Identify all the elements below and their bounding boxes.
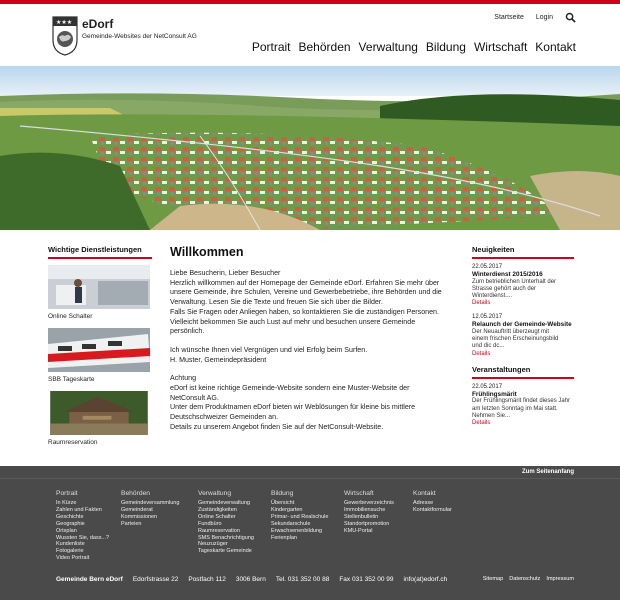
footer-col-bildung [271,490,328,541]
footer-link[interactable]: Kundenliste [56,541,85,548]
footer-col-heading[interactable]: Kontakt [413,490,436,497]
event-details-link[interactable]: Details [472,420,491,427]
event-teaser: Der Frühlingsmärit findet dieses Jahr am letzten Sonntag im Mai statt. Nehmen Sie... [472,398,571,419]
event-headline[interactable]: Frühlingsmärit [472,390,517,398]
footer-link[interactable]: Ortsplan [56,527,77,534]
main-nav [252,40,576,54]
address-box: Postfach 112 [188,576,226,583]
back-to-top-link[interactable]: Zum Seitenanfang [521,469,574,475]
sbb-train-image [48,328,150,372]
sitemap-link[interactable]: Sitemap [482,576,504,582]
footer-col-heading[interactable]: Verwaltung [198,490,232,497]
services-column [48,245,152,454]
footer-link[interactable]: Wussten Sie, dass...? [56,534,110,541]
impressum-link[interactable]: Impressum [546,576,574,582]
raumreservation-image [48,391,150,435]
footer-link[interactable]: Kommissionen [121,513,158,520]
footer-col-kontakt [413,490,452,514]
footer-link[interactable]: Kindergarten [271,506,303,513]
notice-paragraph: Achtung eDorf ist keine richtige Gemeinde-Website sondern eine Muster-Website der NetConsult AG. Unter dem Produktnamen eDorf bieten wir Weblösungen für kleine bis mittlere Deutschschweizer Gemeinden an. Details zu unserem Angebot finden Sie auf der NetConsult-Website. [170,374,416,431]
event-date: 22.05.2017 [472,383,503,390]
top-accent-bar [0,0,620,4]
news-headline[interactable]: Relaunch der Gemeinde-Website [472,321,572,329]
service-caption: SBB Tageskarte [48,376,95,383]
address-fax: Fax 031 352 00 99 [339,576,394,583]
login-link[interactable]: Login [535,14,553,21]
search-icon[interactable] [565,12,576,23]
footer-link[interactable]: Geschichte [56,513,84,520]
hero-village-image [0,66,620,230]
footer [0,466,620,600]
service-caption: Raumreservation [48,439,98,446]
footer-col-heading[interactable]: Behörden [121,490,151,497]
news-item [472,314,574,356]
footer-link[interactable]: Geographie [56,520,85,527]
address-tel: Tel. 031 352 00 88 [275,576,330,583]
nav-wirtschaft[interactable]: Wirtschaft [473,40,528,54]
news-headline[interactable]: Winterdienst 2015/2016 [472,271,543,278]
svg-text:★★★: ★★★ [56,19,73,26]
footer-link[interactable]: Übersicht [271,500,295,506]
footer-link[interactable]: Primar- und Realschule [271,513,329,520]
news-column [472,245,574,434]
news-date: 22.05.2017 [472,264,503,270]
datenschutz-link[interactable]: Datenschutz [509,576,541,582]
service-caption: Online Schalter [48,313,93,320]
address-street: Edorfstrasse 22 [132,576,179,583]
footer-col-wirtschaft [344,490,394,535]
logo[interactable] [52,16,212,58]
footer-link[interactable]: Adresse [413,500,434,506]
service-raumreservation[interactable] [48,391,152,446]
service-sbb-tageskarte[interactable] [48,328,152,383]
footer-col-behoerden [121,490,179,528]
online-schalter-image [48,265,150,309]
footer-link[interactable]: Stellenbulletin [344,513,379,520]
footer-col-heading[interactable]: Wirtschaft [344,490,374,497]
news-teaser: Zum betrieblichen Unterhalt der Strasse gehört auch der Winterdienst.... [472,278,557,300]
footer-link[interactable]: Gewerbeverzeichnis [344,500,394,506]
address-mail[interactable]: info(at)edorf.ch [403,576,448,583]
footer-link[interactable]: Video Portrait [56,555,90,562]
nav-verwaltung[interactable]: Verwaltung [358,40,418,54]
greeting-paragraph: Ich wünsche Ihnen viel Vergnügen und viel Erfolg beim Surfen. H. Muster, Gemeindepräsident [170,345,368,364]
nav-kontakt[interactable]: Kontakt [535,40,576,54]
service-online-schalter[interactable] [48,265,152,320]
news-date: 12.05.2017 [472,314,503,321]
footer-link[interactable]: In Kürze [56,500,77,506]
footer-link[interactable]: Gemeindeverwaltung [198,500,250,506]
footer-link[interactable]: Online Schalter [198,513,236,520]
news-teaser: Der Neuauftritt überzeugt mit einem frischen Erscheinungsbild und dic dc... [472,328,559,350]
footer-link[interactable]: Fotogalerie [56,548,84,555]
address-name: Gemeinde Bern eDorf [56,576,123,583]
nav-bildung[interactable]: Bildung [425,40,466,54]
brand-name: eDorf [82,17,114,31]
footer-link[interactable]: SMS Benachrichtigung [198,534,254,541]
footer-col-portrait [56,490,109,562]
nav-portrait[interactable]: Portrait [251,40,291,54]
nav-behoerden[interactable]: Behörden [298,40,351,54]
utility-nav [494,12,576,23]
events-title: Veranstaltungen [472,365,574,379]
address-city: 3006 Bern [235,576,266,583]
footer-divider [0,478,620,479]
footer-link[interactable]: Standortpromotion [344,520,390,527]
main-content [170,245,455,433]
crest-icon [52,16,78,56]
news-details-link[interactable]: Details [472,300,491,307]
footer-legal-links [483,576,574,582]
news-item [472,264,574,306]
footer-link[interactable]: Erwachsenenbildung [271,527,323,534]
event-item [472,384,574,426]
footer-col-heading[interactable]: Portrait [56,490,78,497]
footer-col-heading[interactable]: Bildung [271,490,294,497]
footer-link[interactable]: Parteien [121,520,142,527]
footer-link[interactable]: Neuzuzüger [198,541,228,548]
footer-link[interactable]: Fundbüro [198,520,222,527]
footer-link[interactable]: Gemeindeversammlung [121,500,180,506]
home-link[interactable]: Startseite [494,14,524,21]
services-title: Wichtige Dienstleistungen [48,245,152,259]
welcome-paragraph: Liebe Besucherin, Lieber Besucher Herzlich willkommen auf der Homepage der Gemeinde eDorf. Erfahren Sie mehr über unsere Gemeinde, ihre Schulen, Vereine und Gewerbebetriebe, ihre Behörden und die Verwaltung. Lesen Sie die Texte und freuen Sie sich über die Bilder. Falls Sie Fragen oder Anliegen haben, so kontaktieren Sie die zuständigen Personen. Vielleicht bekommen Sie auch Lust auf mehr und besuchen unsere Gemeinde persönlich. [170,269,442,336]
news-details-link[interactable]: Details [472,350,491,357]
news-title: Neuigkeiten [472,245,574,259]
footer-link[interactable]: KMU-Portal [344,527,373,534]
footer-link[interactable]: Sekundarschule [271,520,311,527]
footer-link[interactable]: Tageskarte Gemeinde [198,548,252,555]
footer-link[interactable]: Zuständigkeiten [198,506,237,513]
footer-link[interactable]: Immobiliensuche [344,506,386,513]
page-title: Willkommen [170,245,244,259]
footer-link[interactable]: Zahlen und Fakten [56,506,102,513]
footer-col-verwaltung [198,490,254,555]
brand-subtitle: Gemeinde-Websites der NetConsult AG [82,33,197,40]
footer-link[interactable]: Raumreservation [198,527,240,534]
footer-link[interactable]: Ferienplan [271,534,297,541]
footer-link[interactable]: Kontaktformular [413,506,452,513]
footer-address [56,576,447,583]
footer-link[interactable]: Gemeinderat [121,506,153,513]
